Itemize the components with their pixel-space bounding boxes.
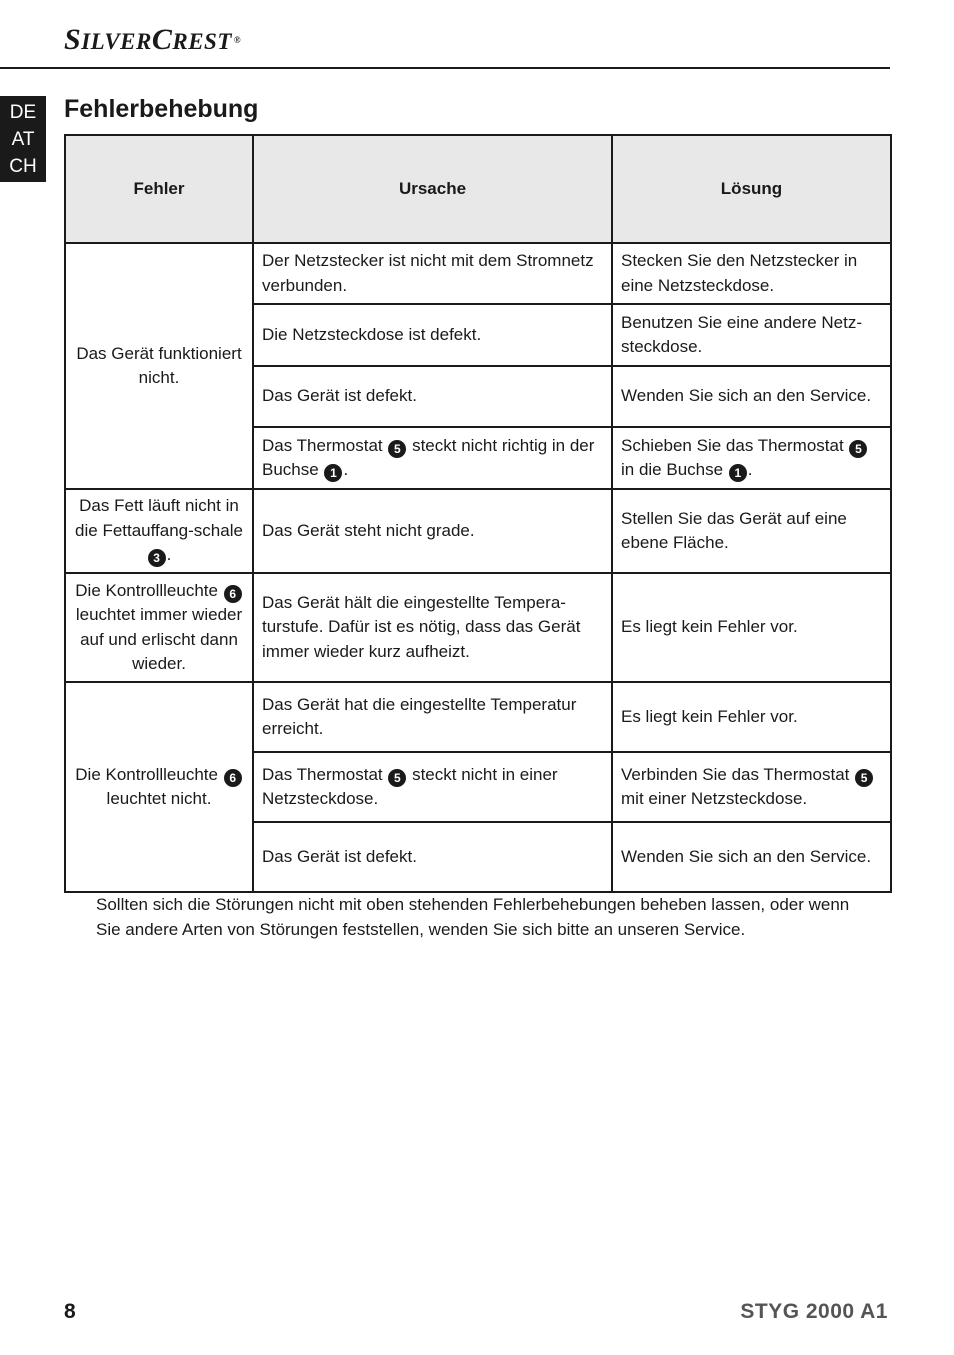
- part-number-badge: 5: [849, 440, 867, 458]
- part-number-badge: 5: [388, 769, 406, 787]
- table-header-row: [65, 135, 891, 243]
- logo-letters-ilver: ILVER: [81, 29, 152, 54]
- column-header-loesung: Lösung: [612, 135, 891, 243]
- cell-fehler: Die Kontrollleuchte 6 leuchtet immer wieder auf und erlischt dann wieder.: [65, 573, 253, 682]
- table-row: [65, 573, 891, 682]
- cell-loesung: Verbinden Sie das Thermostat 5 mit einer Netzsteckdose.: [612, 752, 891, 822]
- table-row: [65, 489, 891, 573]
- language-tab: [0, 96, 46, 182]
- cell-ursache: Das Gerät steht nicht grade.: [253, 489, 612, 573]
- page-number: 8: [64, 1300, 76, 1323]
- cell-ursache: Der Netzstecker ist nicht mit dem Stromnetz verbunden.: [253, 243, 612, 304]
- cell-loesung: Stecken Sie den Netzstecker in eine Netzsteckdose.: [612, 243, 891, 304]
- part-number-badge: 6: [224, 585, 242, 603]
- cell-ursache: Das Gerät hält die eingestellte Tempera-turstufe. Dafür ist es nötig, dass das Gerät immer wieder kurz aufheizt.: [253, 573, 612, 682]
- cell-loesung: Stellen Sie das Gerät auf eine ebene Fläche.: [612, 489, 891, 573]
- brand-logo: [64, 22, 241, 60]
- cell-fehler: Die Kontrollleuchte 6 leuchtet nicht.: [65, 682, 253, 892]
- cell-ursache: Das Thermostat 5 steckt nicht richtig in der Buchse 1 .: [253, 427, 612, 489]
- part-number-badge: 1: [324, 464, 342, 482]
- cell-fehler: Das Fett läuft nicht in die Fettauffang-schale 3 .: [65, 489, 253, 573]
- registered-mark: ®: [233, 35, 242, 45]
- part-number-badge: 5: [855, 769, 873, 787]
- cell-ursache: Das Gerät hat die eingestellte Temperatur erreicht.: [253, 682, 612, 752]
- cell-loesung: Wenden Sie sich an den Service.: [612, 366, 891, 427]
- cell-loesung: Schieben Sie das Thermostat 5 in die Buchse 1 .: [612, 427, 891, 489]
- part-number-badge: 5: [388, 440, 406, 458]
- cell-loesung: Wenden Sie sich an den Service.: [612, 822, 891, 892]
- table-row: [65, 243, 891, 304]
- cell-loesung: Es liegt kein Fehler vor.: [612, 682, 891, 752]
- cell-fehler: Das Gerät funktioniert nicht.: [65, 243, 253, 489]
- logo-letter-s: S: [64, 23, 82, 56]
- logo-letters-rest: REST: [172, 29, 232, 54]
- part-number-badge: 3: [148, 549, 166, 567]
- part-number-badge: 1: [729, 464, 747, 482]
- cell-ursache: Das Gerät ist defekt.: [253, 822, 612, 892]
- language-code-at: AT: [11, 129, 35, 150]
- service-note: Sollten sich die Störungen nicht mit oben stehenden Fehlerbehebungen beheben lassen, oder wenn Sie andere Arten von Störungen feststellen, wenden Sie sich bitte an unseren Service.: [96, 895, 850, 939]
- cell-loesung: Es liegt kein Fehler vor.: [612, 573, 891, 682]
- cell-ursache: Das Gerät ist defekt.: [253, 366, 612, 427]
- model-number: STYG 2000 A1: [740, 1300, 888, 1323]
- page-title: Fehlerbehebung: [64, 95, 259, 123]
- cell-loesung: Benutzen Sie eine andere Netz-steckdose.: [612, 304, 891, 366]
- cell-ursache: Die Netzsteckdose ist defekt.: [253, 304, 612, 366]
- logo-letter-c: C: [151, 23, 173, 56]
- table-row: [65, 682, 891, 752]
- table-body: [65, 243, 891, 892]
- language-code-de: DE: [9, 102, 37, 123]
- language-code-ch: CH: [9, 156, 37, 177]
- column-header-ursache: Ursache: [253, 135, 612, 243]
- cell-ursache: Das Thermostat 5 steckt nicht in einer Netzsteckdose.: [253, 752, 612, 822]
- header-divider: [0, 67, 890, 69]
- column-header-fehler: Fehler: [65, 135, 253, 243]
- troubleshooting-table: [64, 134, 892, 893]
- part-number-badge: 6: [224, 769, 242, 787]
